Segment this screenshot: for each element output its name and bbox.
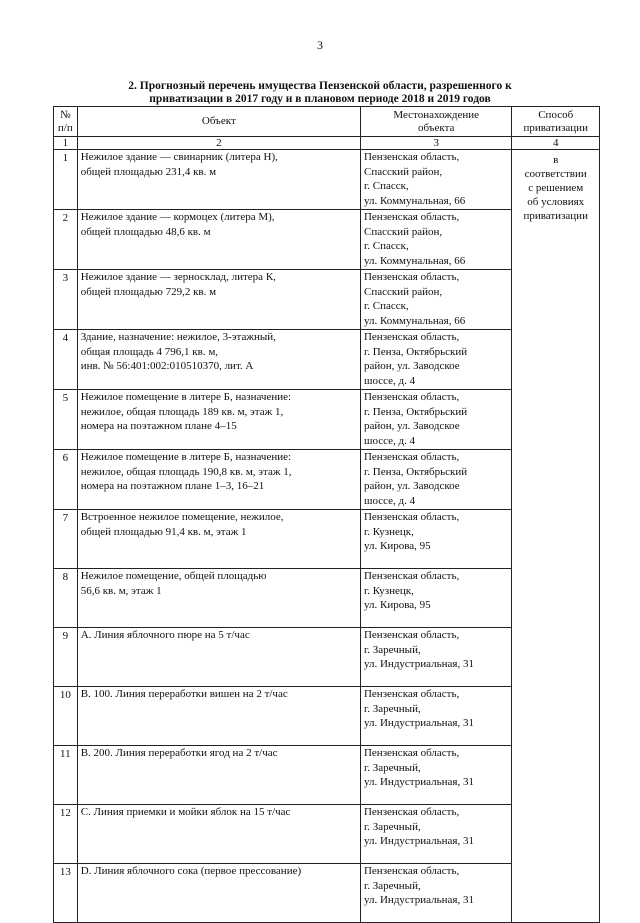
location-line: г. Спасск, bbox=[363, 180, 409, 193]
method-line: приватизации bbox=[523, 210, 588, 222]
privatization-method bbox=[512, 150, 600, 923]
object-line: номера на поэтажном плане 1–3, 16–21 bbox=[80, 480, 265, 493]
location-line: Пензенская область, bbox=[363, 391, 460, 403]
location-line: район, ул. Заводское bbox=[363, 360, 460, 373]
row-location bbox=[360, 805, 511, 864]
column-number-3: 3 bbox=[360, 137, 511, 150]
row-object bbox=[77, 450, 360, 510]
table-row bbox=[54, 150, 600, 210]
method-line: в bbox=[553, 154, 559, 166]
location-line: район, ул. Заводское bbox=[363, 420, 460, 433]
location-line: Пензенская область, bbox=[363, 688, 460, 700]
row-object bbox=[77, 270, 360, 330]
page-number: 3 bbox=[317, 38, 323, 52]
object-line: нежилое, общая площадь 190,8 кв. м, этаж 1, bbox=[80, 465, 292, 478]
location-line: Пензенская область, bbox=[363, 629, 460, 641]
object-line: Нежилое помещение, общей площадью bbox=[80, 570, 267, 582]
object-line: Нежилое помещение в литере Б, назначение: bbox=[80, 451, 292, 463]
location-line: Спасский район, bbox=[363, 165, 443, 178]
header-location-line-1: Местонахождение bbox=[393, 108, 480, 121]
row-number: 3 bbox=[54, 270, 78, 330]
section-title bbox=[66, 80, 574, 106]
row-number: 7 bbox=[54, 510, 78, 569]
row-location bbox=[360, 569, 511, 628]
location-line: ул. Коммунальная, 66 bbox=[363, 314, 466, 327]
row-object bbox=[77, 805, 360, 864]
header-location-line-2: объекта bbox=[417, 121, 455, 134]
row-location bbox=[360, 687, 511, 746]
row-number: 8 bbox=[54, 569, 78, 628]
object-line: A. Линия яблочного пюре на 5 т/час bbox=[80, 629, 250, 641]
object-line: C. Линия приемки и мойки яблок на 15 т/час bbox=[80, 806, 291, 818]
location-line: Пензенская область, bbox=[363, 865, 460, 877]
object-line: номера на поэтажном плане 4–15 bbox=[80, 420, 237, 433]
location-line: Пензенская область, bbox=[363, 747, 460, 759]
header-object: Объект bbox=[77, 107, 360, 137]
row-object bbox=[77, 569, 360, 628]
object-line: нежилое, общая площадь 189 кв. м, этаж 1, bbox=[80, 405, 284, 418]
location-line: ул. Коммунальная, 66 bbox=[363, 194, 466, 207]
row-object bbox=[77, 390, 360, 450]
object-line: Нежилое здание — кормоцех (литера М), bbox=[80, 211, 275, 223]
row-number: 9 bbox=[54, 628, 78, 687]
location-line: г. Спасск, bbox=[363, 240, 409, 253]
row-number: 12 bbox=[54, 805, 78, 864]
location-line: г. Заречный, bbox=[363, 761, 421, 774]
row-number: 11 bbox=[54, 746, 78, 805]
row-location bbox=[360, 450, 511, 510]
location-line: Спасский район, bbox=[363, 225, 443, 238]
location-line: Пензенская область, bbox=[363, 511, 460, 523]
location-line: Пензенская область, bbox=[363, 271, 460, 283]
location-line: Пензенская область, bbox=[363, 151, 460, 163]
object-line: 56,6 кв. м, этаж 1 bbox=[80, 584, 162, 597]
row-number: 1 bbox=[54, 150, 78, 210]
row-object bbox=[77, 687, 360, 746]
location-line: г. Кузнецк, bbox=[363, 584, 414, 597]
location-line: шоссе, д. 4 bbox=[363, 494, 416, 507]
location-line: г. Спасск, bbox=[363, 300, 409, 313]
location-line: г. Пенза, Октябрьский bbox=[363, 465, 468, 478]
method-line: соответствии bbox=[524, 168, 587, 180]
location-line: г. Заречный, bbox=[363, 643, 421, 656]
location-line: Пензенская область, bbox=[363, 806, 460, 818]
row-object bbox=[77, 210, 360, 270]
location-line: г. Пенза, Октябрьский bbox=[363, 345, 468, 358]
column-number-4: 4 bbox=[512, 137, 600, 150]
location-line: ул. Коммунальная, 66 bbox=[363, 254, 466, 267]
header-number-line-2: п/п bbox=[57, 121, 73, 134]
row-location bbox=[360, 746, 511, 805]
location-line: г. Заречный, bbox=[363, 820, 421, 833]
row-number: 2 bbox=[54, 210, 78, 270]
object-line: Встроенное нежилое помещение, нежилое, bbox=[80, 511, 284, 523]
row-object bbox=[77, 864, 360, 923]
location-line: ул. Индустриальная, 31 bbox=[363, 717, 474, 730]
location-line: ул. Кирова, 95 bbox=[363, 599, 431, 612]
location-line: г. Пенза, Октябрьский bbox=[363, 405, 468, 418]
row-object bbox=[77, 628, 360, 687]
location-line: ул. Индустриальная, 31 bbox=[363, 894, 474, 907]
object-line: B. 200. Линия переработки ягод на 2 т/час bbox=[80, 747, 278, 759]
section-title-line-1: 2. Прогнозный перечень имущества Пензенской области, разрешенного к bbox=[128, 80, 512, 92]
object-line: D. Линия яблочного сока (первое прессование) bbox=[80, 865, 302, 877]
row-location bbox=[360, 150, 511, 210]
column-number-2: 2 bbox=[77, 137, 360, 150]
header-location bbox=[360, 107, 511, 137]
location-line: район, ул. Заводское bbox=[363, 480, 460, 493]
object-line: общей площадью 91,4 кв. м, этаж 1 bbox=[80, 525, 247, 538]
row-number: 13 bbox=[54, 864, 78, 923]
location-line: Пензенская область, bbox=[363, 570, 460, 582]
row-location bbox=[360, 390, 511, 450]
row-number: 6 bbox=[54, 450, 78, 510]
column-number-1: 1 bbox=[54, 137, 78, 150]
location-line: Пензенская область, bbox=[363, 331, 460, 343]
row-object bbox=[77, 510, 360, 569]
object-line: общей площадью 48,6 кв. м bbox=[80, 225, 211, 238]
row-location bbox=[360, 270, 511, 330]
location-line: ул. Индустриальная, 31 bbox=[363, 835, 474, 848]
object-line: Здание, назначение: нежилое, 3-этажный, bbox=[80, 331, 276, 343]
row-number: 10 bbox=[54, 687, 78, 746]
row-object bbox=[77, 746, 360, 805]
row-location bbox=[360, 330, 511, 390]
location-line: шоссе, д. 4 bbox=[363, 434, 416, 447]
location-line: г. Кузнецк, bbox=[363, 525, 414, 538]
section-title-line-2: приватизации в 2017 году и в плановом периоде 2018 и 2019 годов bbox=[149, 93, 491, 105]
location-line: г. Заречный, bbox=[363, 879, 421, 892]
row-object bbox=[77, 150, 360, 210]
row-location bbox=[360, 628, 511, 687]
header-method-line-1: Способ bbox=[538, 108, 574, 121]
location-line: ул. Кирова, 95 bbox=[363, 540, 431, 553]
row-object bbox=[77, 330, 360, 390]
location-line: ул. Индустриальная, 31 bbox=[363, 776, 474, 789]
privatization-table bbox=[53, 106, 600, 923]
location-line: ул. Индустриальная, 31 bbox=[363, 658, 474, 671]
object-line: инв. № 56:401:002:010510370, лит. А bbox=[80, 360, 254, 373]
row-number: 4 bbox=[54, 330, 78, 390]
row-location bbox=[360, 210, 511, 270]
location-line: Пензенская область, bbox=[363, 211, 460, 223]
header-method-line-2: приватизации bbox=[523, 121, 588, 134]
object-line: общей площадью 729,2 кв. м bbox=[80, 285, 217, 298]
row-number: 5 bbox=[54, 390, 78, 450]
location-line: Пензенская область, bbox=[363, 451, 460, 463]
object-line: общая площадь 4 796,1 кв. м, bbox=[80, 345, 219, 358]
location-line: шоссе, д. 4 bbox=[363, 374, 416, 387]
method-line: с решением bbox=[528, 182, 584, 194]
object-line: Нежилое здание — свинарник (литера Н), bbox=[80, 151, 278, 163]
method-line: об условиях bbox=[527, 196, 585, 208]
header-number-line-1: № bbox=[60, 108, 71, 121]
object-line: общей площадью 231,4 кв. м bbox=[80, 165, 217, 178]
row-location bbox=[360, 510, 511, 569]
header-method bbox=[512, 107, 600, 137]
header-number bbox=[54, 107, 78, 137]
object-line: B. 100. Линия переработки вишен на 2 т/час bbox=[80, 688, 288, 700]
object-line: Нежилое здание — зерносклад, литера К, bbox=[80, 271, 276, 283]
object-line: Нежилое помещение в литере Б, назначение: bbox=[80, 391, 292, 403]
location-line: Спасский район, bbox=[363, 285, 443, 298]
location-line: г. Заречный, bbox=[363, 702, 421, 715]
row-location bbox=[360, 864, 511, 923]
